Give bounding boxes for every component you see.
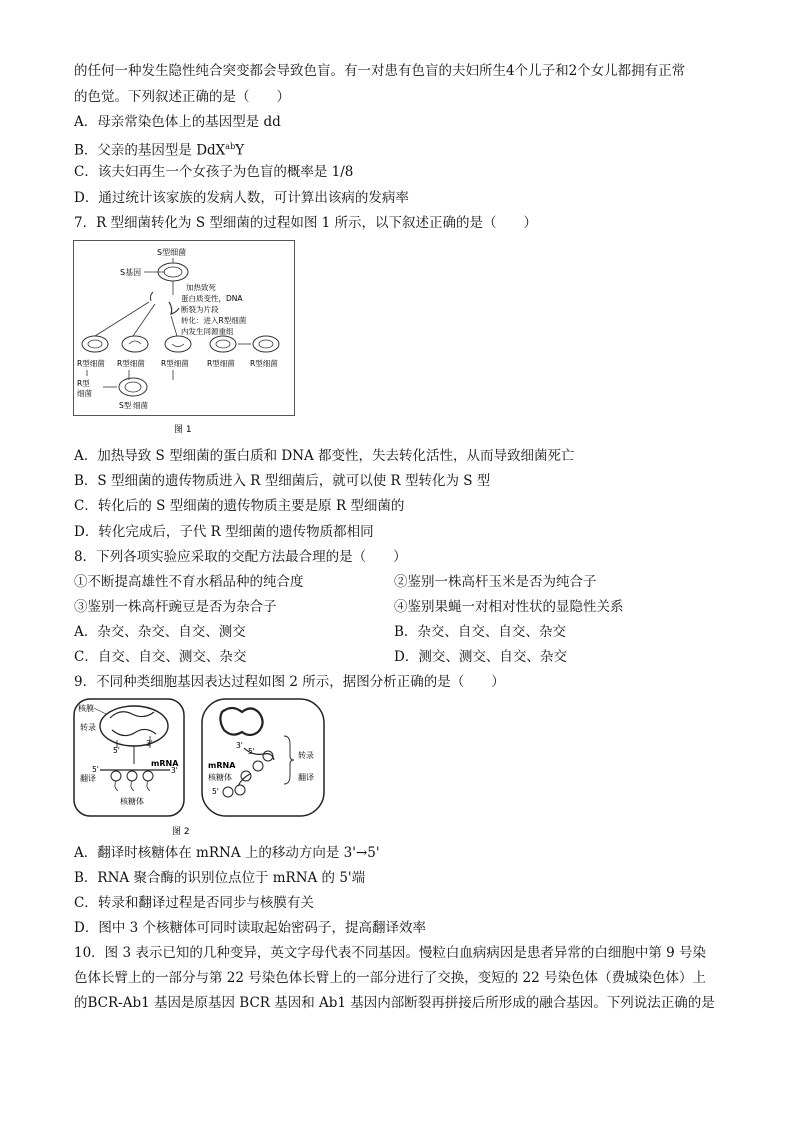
- q6-option-c: C．该夫妇再生一个女孩子为色盲的概率是 1/8: [74, 164, 354, 180]
- q7-option-d: D．转化完成后，子代 R 型细菌的遗传物质都相同: [74, 524, 374, 540]
- q8-option-c: C．自交、自交、测交、杂交: [74, 649, 247, 665]
- q9-option-a: A．翻译时核糖体在 mRNA 上的移动方向是 3'→5': [74, 845, 380, 861]
- fig2-three-prime-left: 3': [171, 766, 178, 775]
- q10-stem-line3: 的BCR-Ab1 基因是原基因 BCR 基因和 Ab1 基因内部断裂再拼接后所形成的融合基因。下列说法正确的是: [74, 995, 715, 1011]
- fig1-s-cell-b: 细菌: [133, 401, 148, 410]
- q8-option-b: B．杂交、自交、自交、杂交: [394, 624, 566, 640]
- fig1-r-label-2: R型细菌: [117, 359, 145, 368]
- q7-option-c: C．转化后的 S 型细菌的遗传物质主要是原 R 型细菌的: [74, 498, 405, 514]
- fig2-three-prime-right-top: 3': [236, 741, 243, 750]
- fig2-nuclear-membrane-label: 核膜: [78, 704, 94, 713]
- fig1-r-label-5: R型细菌: [250, 359, 278, 368]
- fig1-s-cell-a: S型: [119, 401, 132, 410]
- q7-stem: 7．R 型细菌转化为 S 型细菌的过程如图 1 所示，以下叙述正确的是（ ）: [74, 215, 538, 231]
- fig2-transcription-label-right: 转录: [298, 751, 314, 760]
- q9-option-b: B．RNA 聚合酶的识别位点位于 mRNA 的 5'端: [74, 870, 366, 886]
- figure-2-caption: 图 2: [172, 827, 190, 837]
- q8-item-3: ③鉴别一株高杆豌豆是否为杂合子: [74, 599, 277, 615]
- fig1-note-heat: 加热致死: [186, 283, 216, 292]
- fig2-ribosome-3: [143, 771, 153, 781]
- fig2-dna-loop: [220, 708, 262, 735]
- q9-stem: 9．不同种类细胞基因表达过程如图 2 所示，据图分析正确的是（ ）: [74, 674, 505, 690]
- fig1-note-fragment: 断裂为片段: [181, 305, 219, 314]
- fig2-five-prime-right: 5': [212, 787, 219, 796]
- q9-option-d: D．图中 3 个核糖体可同时读取起始密码子，提高翻译效率: [74, 920, 426, 936]
- figure-2-gene-expression: [72, 696, 328, 838]
- q6-stem-line2: 的色觉。下列叙述正确的是（ ）: [74, 89, 290, 105]
- figure-1-bacteria-transformation: [73, 240, 295, 436]
- fig2-ribosome-label-right: 核糖体: [208, 773, 232, 782]
- fig2-ribosome-label: 核糖体: [120, 797, 144, 806]
- fig2-five-prime-right-top: 5': [248, 747, 255, 756]
- fig1-r-label-4: R型细菌: [207, 359, 235, 368]
- fig2-three-prime-top-left: 3': [146, 739, 153, 748]
- q8-item-2: ②鉴别一株高杆玉米是否为纯合子: [394, 574, 597, 590]
- q10-stem-line1: 10．图 3 表示已知的几种变异，英文字母代表不同基因。慢粒白血病病因是患者异常的白细胞中第 9 号染: [74, 945, 707, 961]
- q7-option-a: A．加热导致 S 型细菌的蛋白质和 DNA 都变性，失去转化活性，从而导致细菌死亡: [74, 448, 575, 464]
- fig1-r-label-3: R型细菌: [161, 359, 189, 368]
- fig1-note-denature: 蛋白质变性，DNA: [181, 294, 243, 303]
- q8-option-a: A．杂交、杂交、自交、测交: [74, 624, 246, 640]
- fig2-five-prime-left: 5': [92, 765, 99, 774]
- q9-option-c: C．转录和翻译过程是否同步与核膜有关: [74, 895, 314, 911]
- fig1-s-gene-label: S基因: [120, 268, 142, 277]
- q8-item-4: ④鉴别果蝇一对相对性状的显隐性关系: [394, 599, 624, 615]
- q8-item-1: ①不断提高雄性不育水稻品种的纯合度: [74, 574, 304, 590]
- fig2-transcription-label-left: 转录: [80, 723, 96, 732]
- fig1-s-cell-label: S型细菌: [157, 248, 187, 257]
- fig2-ribosome-1: [111, 771, 121, 781]
- fig1-r-cell-a: R型: [77, 379, 90, 388]
- q8-stem: 8．下列各项实验应采取的交配方法最合理的是（ ）: [74, 549, 407, 565]
- fig2-translation-label-right: 翻译: [298, 773, 314, 782]
- q6-option-a: A．母亲常染色体上的基因型是 dd: [74, 114, 281, 130]
- fig2-ribosome-2: [127, 771, 137, 781]
- q7-option-b: B．S 型细菌的遗传物质进入 R 型细菌后，就可以使 R 型转化为 S 型: [74, 473, 491, 489]
- fig2-translation-label-left: 翻译: [80, 774, 96, 783]
- fig1-note-transform: 转化：进入R型细菌: [181, 316, 247, 325]
- q6-option-b: B．父亲的基因型是 DdX$^{ab}$Y: [74, 142, 245, 159]
- q8-option-d: D．测交、测交、自交、杂交: [394, 649, 567, 665]
- fig2-five-prime-top-left: 5': [113, 746, 120, 755]
- fig2-mrna-label-right: mRNA: [208, 761, 236, 770]
- fig1-r-cell-b: 细菌: [77, 389, 92, 398]
- fig1-note-recombine: 内发生同源重组: [181, 327, 234, 336]
- figure-1-caption: 图 1: [174, 425, 192, 435]
- q6-stem-line1: 的任何一种发生隐性纯合突变都会导致色盲。有一对患有色盲的夫妇所生4个儿子和2个女儿都拥有正常: [74, 63, 686, 79]
- fig2-nucleus: [100, 706, 168, 746]
- fig1-r-label-1: R型细菌: [77, 359, 105, 368]
- fig2-mrna-label-left: mRNA: [151, 759, 179, 768]
- q6-option-d: D．通过统计该家族的发病人数，可计算出该病的发病率: [74, 190, 409, 206]
- q10-stem-line2: 色体长臂上的一部分与第 22 号染色体长臂上的一部分进行了交换，变短的 22 号染色体（费城染色体）上: [74, 970, 707, 986]
